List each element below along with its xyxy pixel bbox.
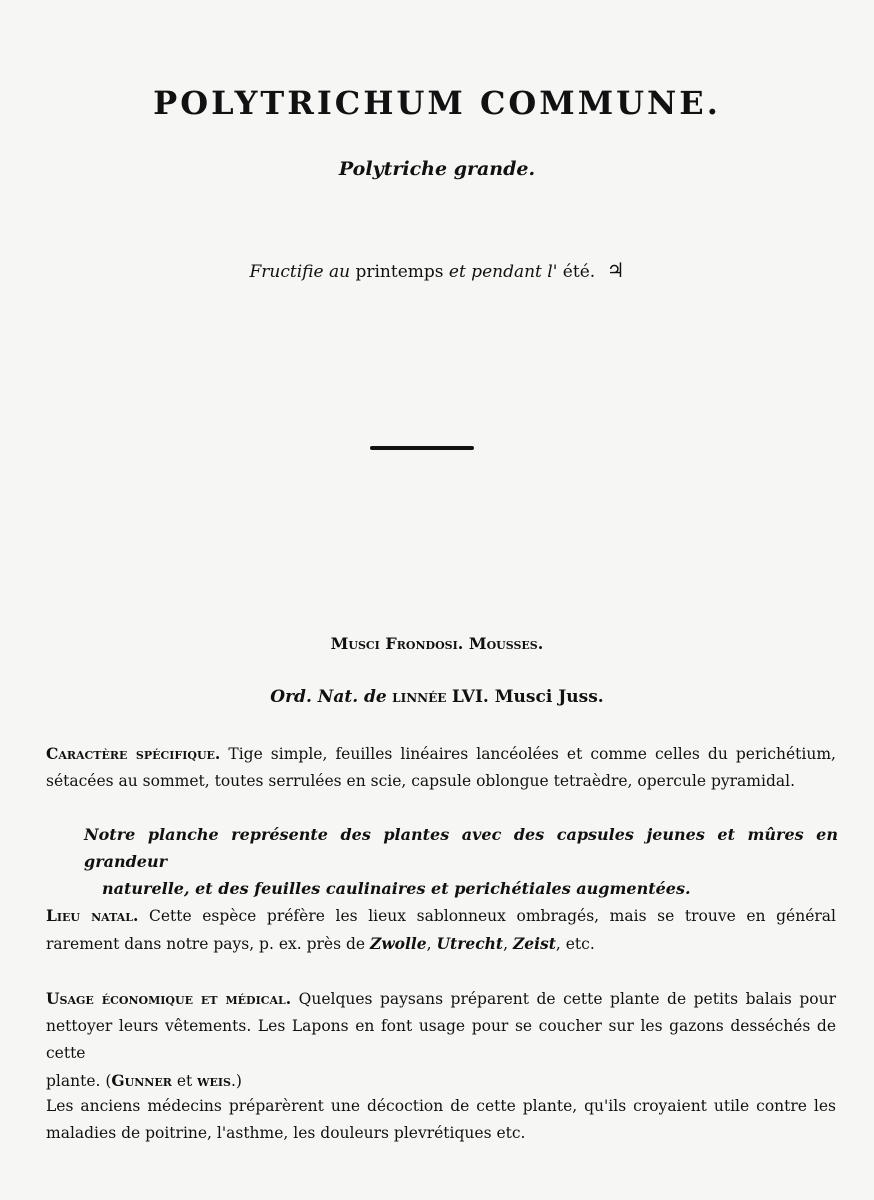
usage-text-3c: .) (230, 1072, 242, 1090)
ord-nat-rest: LVI. Musci Juss. (451, 687, 604, 707)
fruct-word-au: au (328, 262, 351, 282)
caractere-specifique-paragraph (46, 740, 836, 795)
fruct-word-printemps: printemps (355, 262, 444, 282)
caractere-label: Caractère spécifique. (46, 744, 221, 763)
section-divider (370, 446, 474, 450)
caractere-line-2: sétacées au sommet, toutes serrulées en scie, capsule oblongue tetraèdre, opercule pyramidal. (46, 772, 796, 790)
planche-line-1: Notre planche représente des plantes avec des capsules jeunes et mûres en grandeur (84, 825, 838, 871)
anciens-line-1: Les anciens médecins préparèrent une décoction de cette plante, qu'ils croyaient utile contre les (46, 1097, 836, 1115)
fructification-line (0, 258, 874, 282)
lieu-natal-paragraph (46, 902, 836, 958)
lieu-text-end: , etc. (555, 935, 595, 953)
anciens-paragraph (46, 1093, 836, 1147)
classification-ord-nat (0, 687, 874, 707)
usage-text-3b: et (176, 1072, 193, 1090)
caractere-line-1 (46, 740, 836, 768)
caractere-text-1: Tige simple, feuilles linéaires lancéolées et comme celles du perichétium, (228, 745, 836, 763)
anciens-line-2: maladies de poitrine, l'asthme, les douleurs plevrétiques etc. (46, 1124, 526, 1142)
ord-nat-label: Ord. Nat. de (270, 687, 387, 707)
lieu-line-2: rarement dans notre pays, p. ex. près de Zwolle, Utrecht, Zeist, etc. (46, 934, 595, 953)
place-zwolle: Zwolle (370, 934, 427, 953)
usage-text-3a: plante. ( (46, 1072, 112, 1090)
usage-line-1 (46, 985, 836, 1013)
place-zeist: Zeist (512, 934, 556, 953)
place-utrecht: Utrecht (436, 934, 504, 953)
perennial-symbol-icon: ♃ (606, 258, 625, 282)
fruct-word-ete: été. (562, 262, 596, 282)
planche-paragraph (84, 821, 838, 902)
author-weis: weis (197, 1071, 231, 1090)
usage-line-3 (46, 1067, 836, 1095)
planche-line-2: naturelle, et des feuilles caulinaires et perichétiales augmentées. (102, 879, 691, 898)
classification-musci: Musci Frondosi. Mousses. (330, 634, 544, 653)
fruct-word-fructifie: Fructifie (249, 262, 324, 282)
page-title: POLYTRICHUM COMMUNE. (153, 84, 721, 122)
fruct-word-pendant: et pendant l' (448, 262, 558, 282)
author-gunner: Gunner (111, 1071, 172, 1090)
usage-label: Usage économique et médical. (46, 989, 292, 1008)
lieu-text-1: Cette espèce préfère les lieux sablonneux ombragés, mais se trouve en général (148, 907, 836, 925)
usage-line-2: nettoyer leurs vêtements. Les Lapons en font usage pour se coucher sur les gazons desséchés de cette (46, 1017, 836, 1062)
lieu-label: Lieu natal. (46, 906, 139, 925)
lieu-line-1 (46, 902, 836, 930)
linnee-name: linnée (392, 687, 447, 707)
lieu-text-2: rarement dans notre pays, p. ex. près de (46, 935, 366, 953)
page-subtitle: Polytriche grande. (338, 158, 536, 180)
usage-paragraph (46, 985, 836, 1095)
usage-text-1: Quelques paysans préparent de cette plante de petits balais pour (298, 990, 836, 1008)
